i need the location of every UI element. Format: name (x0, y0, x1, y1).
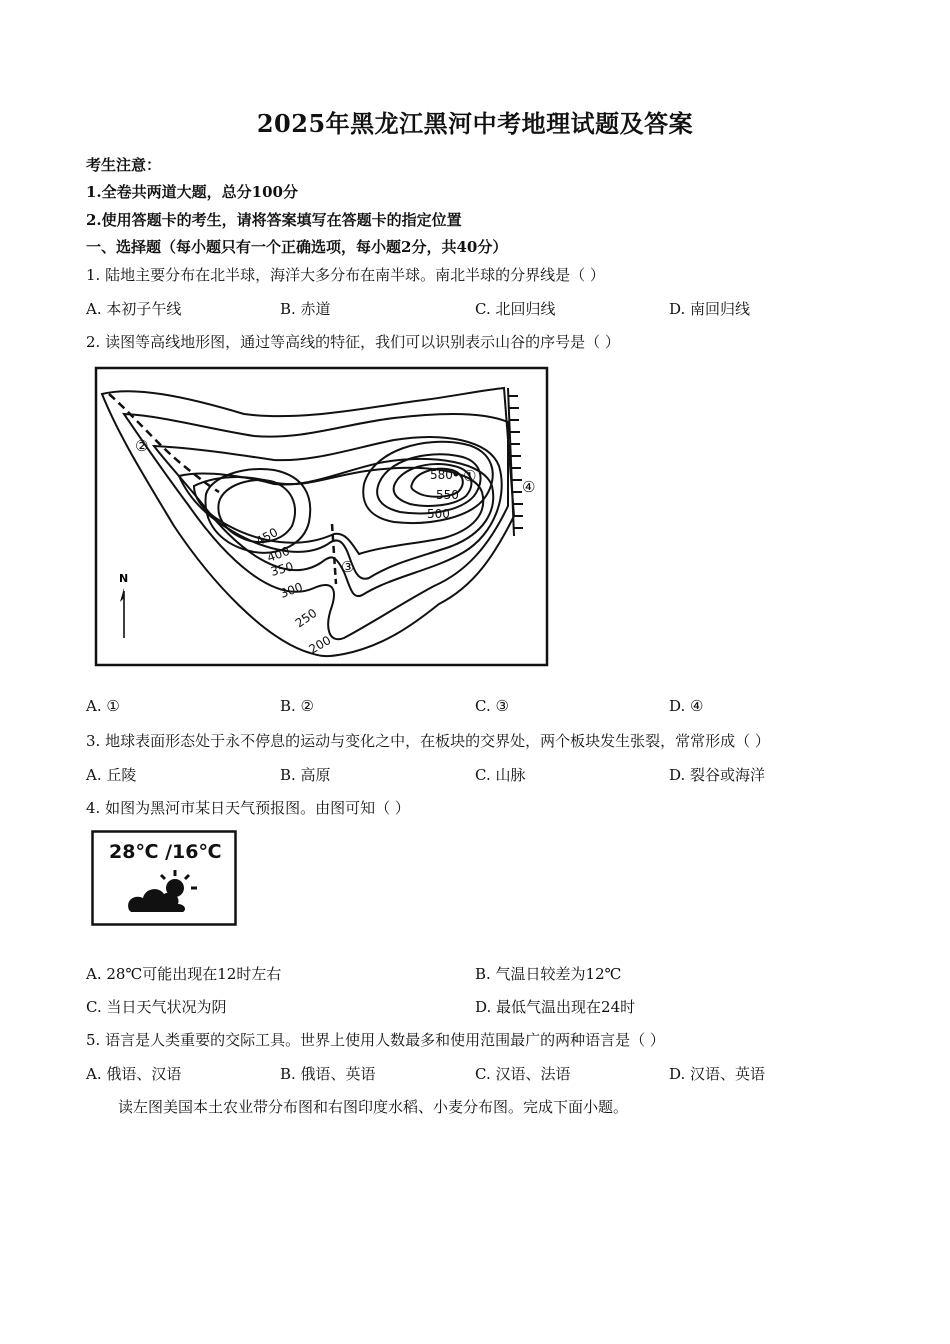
q5-option-c: C. 汉语、法语 (475, 1065, 571, 1083)
q5-option-d: D. 汉语、英语 (669, 1065, 766, 1083)
q5-option-a: A. 俄语、汉语 (86, 1065, 182, 1083)
marker-4: ④ (522, 478, 536, 496)
question-4-stem: 4. 如图为黑河市某日天气预报图。由图可知（ ） (86, 799, 410, 817)
q2-option-b: B. ② (280, 697, 315, 715)
question-group-intro: 读左图美国本土农业带分布图和右图印度水稻、小麦分布图。完成下面小题。 (118, 1098, 629, 1116)
q4-option-b: B. 气温日较差为12℃ (475, 965, 622, 983)
contour-label-500: 500 (427, 507, 450, 521)
contour-label-200: 200 (306, 633, 334, 657)
q4-option-a: A. 28℃可能出现在12时左右 (86, 965, 282, 983)
q1-option-a: A. 本初子午线 (86, 300, 182, 318)
contour-map (94, 366, 550, 668)
contour-label-450: 450 (253, 525, 281, 549)
q4-option-d: D. 最低气温出现在24时 (475, 998, 636, 1016)
q3-option-c: C. 山脉 (475, 766, 526, 784)
q1-option-b: B. 赤道 (280, 300, 331, 318)
north-label: N (119, 572, 129, 585)
q1-option-c: C. 北回归线 (475, 300, 556, 318)
q2-option-a: A. ① (86, 697, 120, 715)
contour-label-350: 350 (269, 559, 295, 579)
q1-option-d: D. 南回归线 (669, 300, 751, 318)
contour-label-250: 250 (292, 605, 320, 631)
weather-forecast-card (91, 830, 237, 926)
marker-2: ② (135, 437, 149, 455)
notice-item-1: 1.全卷共两道大题，总分100分 (86, 183, 298, 201)
q5-option-b: B. 俄语、英语 (280, 1065, 376, 1083)
contour-label-550: 550 (436, 488, 459, 502)
contour-label-300: 300 (278, 579, 305, 601)
q4-option-c: C. 当日天气状况为阴 (86, 998, 227, 1016)
marker-3: ③ (341, 558, 355, 576)
q3-option-b: B. 高原 (280, 766, 331, 784)
q2-option-c: C. ③ (475, 697, 509, 715)
contour-label-580: 580 (430, 468, 453, 482)
q3-option-a: A. 丘陵 (86, 766, 137, 784)
section-heading: 一、选择题（每小题只有一个正确选项，每小题2分，共40分） (86, 238, 508, 256)
question-1-stem: 1. 陆地主要分布在北半球，海洋大多分布在南半球。南北半球的分界线是（ ） (86, 266, 605, 284)
marker-1: ① (463, 467, 477, 485)
page-title: 2025年黑龙江黑河中考地理试题及答案 (256, 109, 694, 138)
q2-option-d: D. ④ (669, 697, 704, 715)
question-5-stem: 5. 语言是人类重要的交际工具。世界上使用人数最多和使用范围最广的两种语言是（ ） (86, 1031, 665, 1049)
q3-option-d: D. 裂谷或海洋 (669, 766, 766, 784)
question-2-stem: 2. 读图等高线地形图，通过等高线的特征，我们可以识别表示山谷的序号是（ ） (86, 333, 620, 351)
notice-heading: 考生注意： (86, 156, 162, 174)
contour-label-400: 400 (265, 543, 292, 565)
weather-temp: 28℃ /16℃ (109, 841, 222, 863)
notice-item-2: 2.使用答题卡的考生，请将答案填写在答题卡的指定位置 (86, 211, 462, 229)
question-3-stem: 3. 地球表面形态处于永不停息的运动与变化之中，在板块的交界处，两个板块发生张裂，常常形成（ ） (86, 732, 770, 750)
